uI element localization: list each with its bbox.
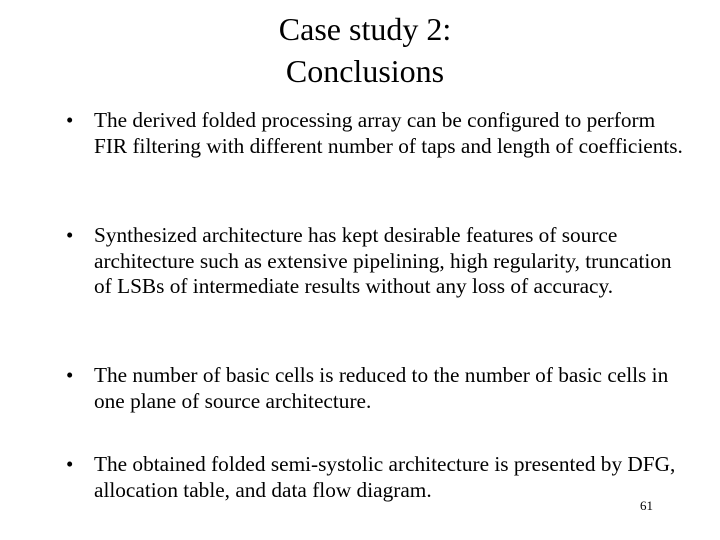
slide-title-line-2: Conclusions [285, 53, 445, 89]
bullet-dot-icon: • [66, 452, 74, 476]
bullet-item [66, 363, 686, 414]
bullet-item [66, 223, 686, 300]
slide-title [150, 8, 580, 92]
bullet-dot-icon: • [66, 363, 74, 387]
bullet-text: The derived folded processing array can be configured to perform FIR filtering with different number of taps and length of coefficients. [94, 108, 683, 158]
bullet-item [66, 108, 686, 159]
bullet-dot-icon: • [66, 108, 74, 132]
bullet-text: The number of basic cells is reduced to the number of basic cells in one plane of source architecture. [94, 363, 669, 413]
bullet-text: The obtained folded semi-systolic architecture is presented by DFG, allocation table, and data flow diagram. [94, 452, 676, 502]
page-number: 61 [640, 498, 653, 513]
bullet-item [66, 452, 686, 503]
slide-title-line-1: Case study 2: [278, 11, 452, 47]
bullet-text: Synthesized architecture has kept desirable features of source architecture such as extensive pipelining, high regularity, truncation of LSBs of intermediate results without any loss of accuracy. [94, 223, 672, 298]
bullet-dot-icon: • [66, 223, 74, 247]
